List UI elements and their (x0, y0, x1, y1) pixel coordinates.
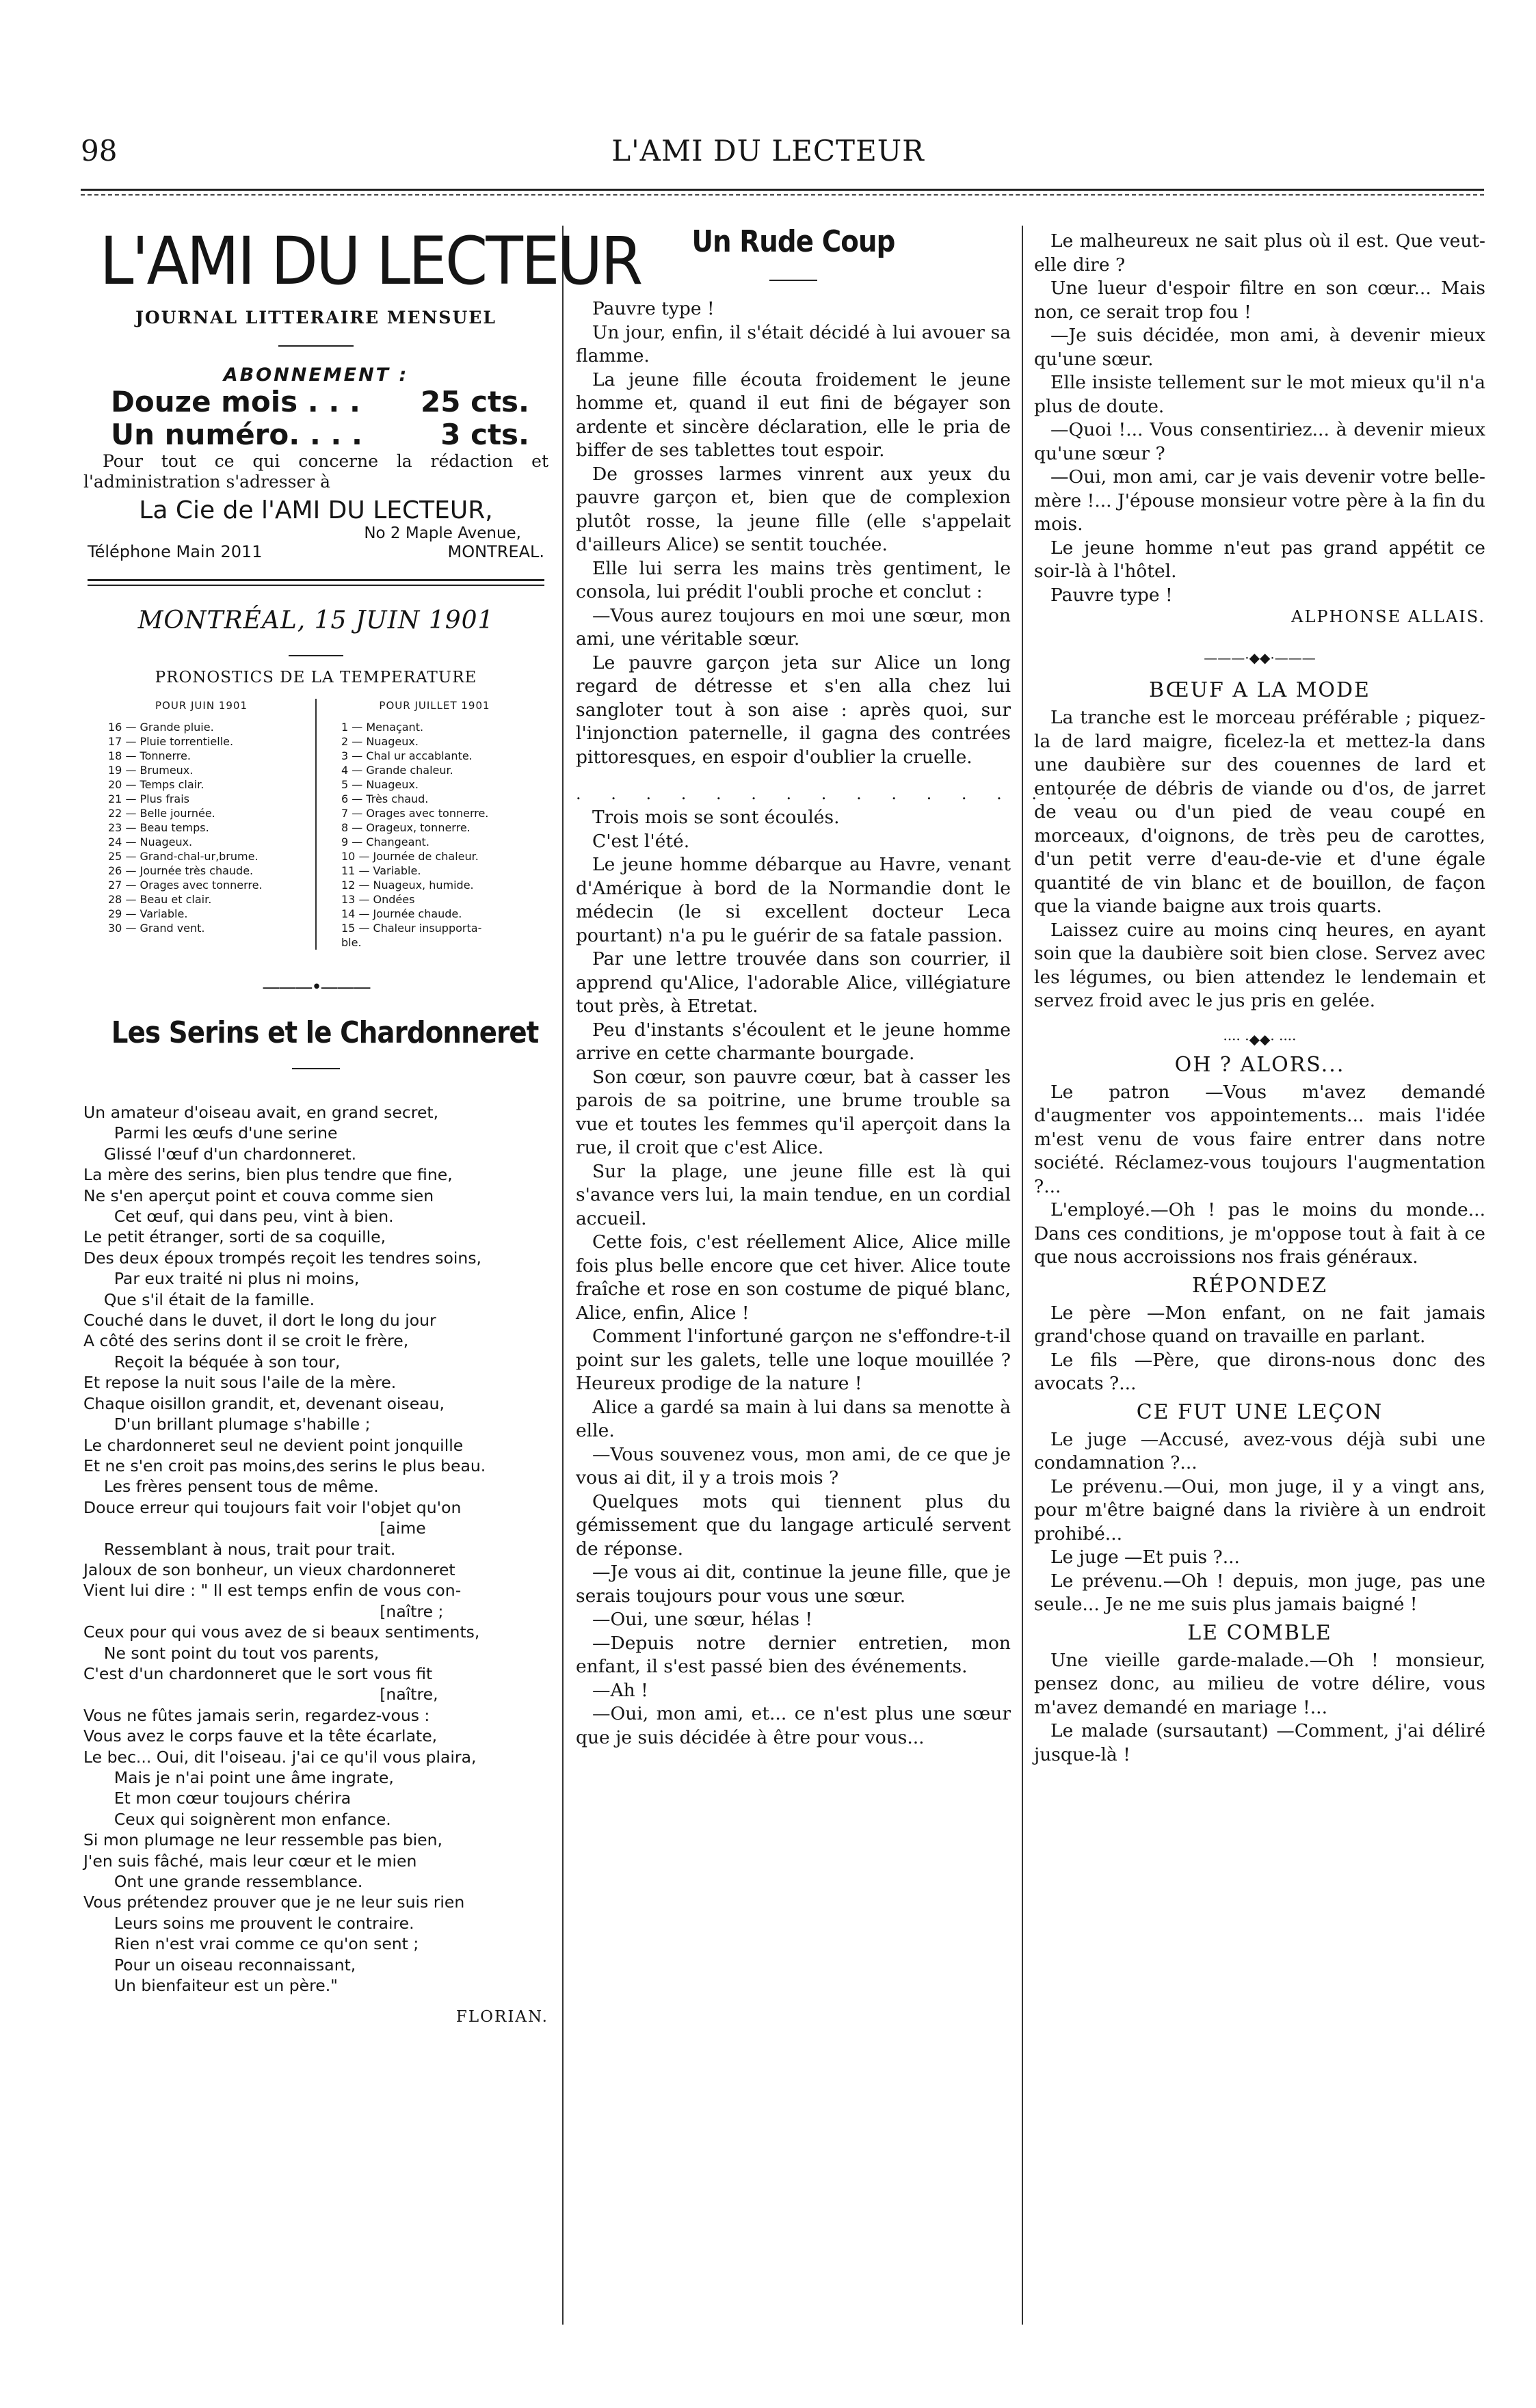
story-paragraph: Le jeune homme débarque au Havre, venant d'Amérique à bord de la Normandie dont le médecin (le si excellent docteur Leca pourtant) n'a pu le guérir de sa fatale passion. (576, 854, 1011, 946)
publisher-address: No 2 Maple Avenue, (364, 524, 521, 542)
poem-line: Le petit étranger, sorti de sa coquille, (83, 1227, 386, 1247)
story-paragraph: Trois mois se sont écoulés. (592, 807, 840, 828)
price-label: Un numéro. . . . (111, 418, 362, 451)
poem-line: Ont une grande ressemblance. (83, 1872, 363, 1892)
story-part-three (1034, 230, 1485, 607)
running-title: L'AMI DU LECTEUR (611, 134, 925, 168)
story-paragraph: Pauvre type ! (1050, 584, 1173, 606)
forecast-entry: 2 — Nuageux. (341, 735, 419, 748)
story-paragraph: Sur la plage, une jeune fille est là qui s'avance vers lui, la main tendue, en un cordial accueil. (576, 1160, 1011, 1229)
joke-line: Une vieille garde-malade.—Oh ! monsieur, pensez donc, au milieu de votre délire, vous m'avez demandé en mariage !... (1034, 1649, 1485, 1718)
short-rule (278, 345, 354, 347)
story-paragraph: —Ah ! (592, 1679, 648, 1701)
forecast-entry: 27 — Orages avec tonnerre. (108, 879, 263, 892)
story-paragraph: Pauvre type ! (592, 298, 715, 319)
poem-line: Ne sont point du tout vos parents, (83, 1643, 380, 1663)
poem-line: Si mon plumage ne leur ressemble pas bien, (83, 1830, 442, 1850)
poem-line: La mère des serins, bien plus tendre que fine, (83, 1165, 453, 1185)
story-paragraph: —Vous aurez toujours en moi une sœur, mon ami, une véritable sœur. (576, 604, 1011, 650)
joke-title: CE FUT UNE LEÇON (1136, 1400, 1383, 1424)
forecast-entry: 1 — Menaçant. (341, 721, 424, 734)
poem-line: Reçoit la béquée à son tour, (83, 1352, 341, 1372)
jokes-section (1034, 1053, 1485, 1767)
forecast-entry: 26 — Journée très chaude. (108, 864, 254, 877)
price-row (83, 418, 548, 451)
forecast-entry: 30 — Grand vent. (108, 922, 205, 935)
recipe-body (1034, 706, 1485, 1013)
joke-line: Le malade (sursautant) —Comment, j'ai déliré jusque-là ! (1034, 1720, 1485, 1765)
poem-line: [naître ; (83, 1601, 444, 1621)
poem-line: Un bienfaiteur est un père." (83, 1976, 338, 1996)
temperature-heading: PRONOSTICS DE LA TEMPERATURE (155, 669, 477, 686)
poem-body (83, 1102, 548, 1996)
story-paragraph: Peu d'instants s'écoulent et le jeune homme arrive en cette charmante bourgade. (576, 1019, 1011, 1064)
story-paragraph: Le pauvre garçon jeta sur Alice un long regard de détresse et s'en alla chez lui sangloter tout à son aise : après quoi, sur l'injonction paternelle, il gagna des contrées pittoresques, en espoir d'oublier la cruelle. (576, 652, 1011, 768)
poem-line: Leurs soins me prouvent le contraire. (83, 1913, 414, 1933)
ornament-divider: ———•——— (262, 977, 370, 998)
joke-body (1034, 1649, 1485, 1767)
price-row (83, 386, 548, 418)
dotted-separator: . . . . . . . . . . . . . . . . (576, 784, 1120, 803)
page-number: 98 (81, 134, 118, 168)
forecast-entry: 17 — Pluie torrentielle. (108, 735, 234, 748)
recipe-title: BŒUF A LA MODE (1149, 678, 1371, 702)
story-paragraph: —Je vous ai dit, continue la jeune fille, que je serais toujours pour vous une sœur. (576, 1562, 1011, 1607)
forecast-entry: 19 — Brumeux. (108, 764, 194, 777)
story-author: ALPHONSE ALLAIS. (1291, 607, 1485, 626)
poem-line: Et mon cœur toujours chérira (83, 1789, 352, 1808)
story-paragraph: Elle lui serra les mains très gentiment, le consola, lui prédit l'oubli proche et conclut : (576, 557, 1011, 602)
forecast-entry: 6 — Très chaud. (341, 792, 429, 805)
poem-line: Ne s'en aperçut point et couva comme sien (83, 1186, 434, 1205)
joke-title: OH ? ALORS... (1174, 1052, 1345, 1077)
forecast-entry: 29 — Variable. (108, 907, 188, 920)
forecast-entry: 28 — Beau et clair. (108, 893, 212, 906)
forecast-entry: 9 — Changeant. (341, 835, 429, 848)
story-paragraph: —Quoi !... Vous consentiriez... à devenir mieux qu'une sœur ? (1034, 419, 1485, 464)
story-paragraph: Le jeune homme n'eut pas grand appétit ce soir-là à l'hôtel. (1034, 537, 1485, 582)
forecast-entry: 12 — Nuageux, humide. (341, 879, 474, 892)
joke-title: RÉPONDEZ (1191, 1273, 1328, 1298)
joke-body (1034, 1428, 1485, 1617)
column-right (1034, 205, 1485, 2338)
forecast-entry: 23 — Beau temps. (108, 821, 209, 834)
story-paragraph: Son cœur, son pauvre cœur, bat à casser les parois de sa poitrine, une brume trouble sa vue et toutes les femmes qu'il aperçoit dans la rue, il croit que c'est Alice. (576, 1066, 1011, 1158)
forecast-entry: ble. (341, 936, 362, 949)
poem-signature: FLORIAN. (455, 2008, 548, 2026)
poem-line: Parmi les œufs d'une serine (83, 1123, 338, 1143)
story-paragraph: Une lueur d'espoir filtre en son cœur... Mais non, ce serait trop fou ! (1034, 278, 1485, 323)
story-paragraph: —Je suis décidée, mon ami, à devenir mieux qu'une sœur. (1034, 325, 1485, 370)
story-paragraph: Quelques mots qui tiennent plus du gémissement que du langage articulé servent de réponse. (576, 1490, 1011, 1560)
poem-line: J'en suis fâché, mais leur cœur et le mien (83, 1851, 417, 1871)
joke-line: Le juge —Et puis ?... (1050, 1547, 1240, 1568)
joke-line: L'employé.—Oh ! pas le moins du monde... Dans ces conditions, je m'oppose tout à fait à ce que nous accroissions nos frais généraux. (1034, 1199, 1485, 1268)
poem-line: D'un brillant plumage s'habille ; (83, 1415, 371, 1434)
admin-text: Pour tout ce qui concerne la rédaction et l'administration s'adresser à (83, 451, 548, 492)
poem-line: Et repose la nuit sous l'aile de la mère. (83, 1373, 397, 1393)
poem-line: A côté des serins dont il se croit le frère, (83, 1331, 409, 1351)
story-paragraph: Elle insiste tellement sur le mot mieux qu'il n'a plus de doute. (1034, 372, 1485, 417)
story-paragraph: De grosses larmes vinrent aux yeux du pauvre garçon et, bien que de complexion plutôt rosse, la jeune fille (elle s'appelait d'ailleurs Alice) se sentit touchée. (576, 463, 1011, 555)
poem-line: Que s'il était de la famille. (83, 1289, 315, 1309)
forecast-entry: 5 — Nuageux. (341, 778, 419, 791)
city: MONTREAL. (447, 542, 544, 561)
story-paragraph: —Depuis notre dernier entretien, mon enfant, il s'est passé bien des événements. (576, 1632, 1011, 1677)
forecast-entry: 7 — Orages avec tonnerre. (341, 807, 489, 820)
poem-line: Ceux qui soignèrent mon enfance. (83, 1809, 391, 1829)
forecast-entry: 24 — Nuageux. (108, 835, 193, 848)
poem-line: Vous ne fûtes jamais serin, regardez-vous : (83, 1705, 430, 1725)
forecast-entry: 18 — Tonnerre. (108, 749, 191, 762)
poem-line: Le chardonneret seul ne devient point jonquille (83, 1435, 464, 1455)
contact-row (83, 542, 548, 561)
joke-line: Le fils —Père, que dirons-nous donc des avocats ?... (1034, 1349, 1485, 1394)
joke-title: LE COMBLE (1187, 1620, 1332, 1645)
story-paragraph: —Oui, mon ami, car je vais devenir votre belle-mère !... J'épouse monsieur votre père à la fin du mois. (1034, 466, 1485, 535)
joke-line: Le patron —Vous m'avez demandé d'augmenter vos appointements... mais l'idée m'est venu de vous faire entrer dans notre société. Réclamez-vous toujours l'augmentation ?... (1034, 1081, 1485, 1197)
story-paragraph: Un jour, enfin, il s'était décidé à lui avouer sa flamme. (576, 321, 1011, 366)
forecast-entry: 22 — Belle journée. (108, 807, 215, 820)
masthead-subtitle: JOURNAL LITTERAIRE MENSUEL (135, 308, 496, 327)
story-paragraph: —Vous souvenez vous, mon ami, de ce que je vous ai dit, il y a trois mois ? (576, 1443, 1011, 1488)
ornament-divider: ···· ·◆◆· ···· (1223, 1030, 1297, 1047)
poem-line: Douce erreur qui toujours fait voir l'objet qu'on (83, 1497, 462, 1517)
june-forecast (83, 699, 317, 950)
price-label: Douze mois . . . (111, 385, 360, 418)
story-paragraph: C'est l'été. (592, 830, 690, 852)
recipe-paragraph: La tranche est le morceau préférable ; piquez-la de lard maigre, ficelez-la et mettez-la dans une daubière sur des couennes de lard et entourée de débris de viande ou d'os, de jarret de veau ou d'un pied de veau coupé en morceaux, d'oignons, de très peu de carottes, d'un petit verre d'eau-de-vie et d'une égale quantité de vin blanc et de bouillon, de façon que la viande baigne aux trois quarts. (1034, 707, 1485, 917)
forecast-entry: 11 — Variable. (341, 864, 421, 877)
story-paragraph: Le malheureux ne sait plus où il est. Que veut-elle dire ? (1034, 230, 1485, 276)
header-rule (81, 189, 1484, 191)
story-title: Un Rude Coup (691, 224, 895, 259)
poem-line: Chaque oisillon grandit, et, devenant oiseau, (83, 1393, 445, 1413)
poem-line: Jaloux de son bonheur, un vieux chardonneret (83, 1560, 455, 1579)
poem-line: Rien n'est vrai comme ce qu'on sent ; (83, 1934, 419, 1954)
poem-line: Un amateur d'oiseau avait, en grand secret, (83, 1103, 439, 1122)
short-rule (292, 1068, 340, 1069)
poem-line: Glissé l'œuf d'un chardonneret. (83, 1144, 357, 1164)
poem-line: [naître, (83, 1685, 438, 1704)
story-paragraph: —Oui, mon ami, et... ce n'est plus une sœur que je suis décidée à être pour vous... (576, 1703, 1011, 1748)
forecast-entry: 4 — Grande chaleur. (341, 764, 453, 777)
june-heading: POUR JUIN 1901 (155, 699, 248, 712)
poem-line: Vous prétendez prouver que je ne leur suis rien (83, 1892, 465, 1912)
july-heading: POUR JUILLET 1901 (379, 699, 490, 712)
forecast-entry: 14 — Journée chaude. (341, 907, 462, 920)
masthead-title: L'AMI DU LECTEUR (99, 223, 641, 299)
joke-line: Le père —Mon enfant, on ne fait jamais grand'chose quand on travaille en parlant. (1034, 1302, 1485, 1347)
price-value: 3 cts. (440, 418, 529, 451)
poem-line: Et ne s'en croit pas moins,des serins le plus beau. (83, 1456, 486, 1475)
poem-line: [aime (83, 1519, 426, 1538)
story-paragraph: Cette fois, c'est réellement Alice, Alice mille fois plus belle encore que cet hiver. Alice toute fraîche et rose en son costume de piqué blanc, Alice, enfin, Alice ! (576, 1231, 1011, 1324)
poem-line: Vous avez le corps fauve et la tête écarlate, (83, 1726, 438, 1746)
poem-line: Ceux pour qui vous avez de si beaux sentiments, (83, 1622, 480, 1642)
forecast-entry: 20 — Temps clair. (108, 778, 204, 791)
story-paragraph: Par une lettre trouvée dans son courrier, il apprend qu'Alice, l'adorable Alice, villégiature tout près, à Etretat. (576, 948, 1011, 1017)
story-paragraph: Alice a gardé sa main à lui dans sa menotte à elle. (576, 1396, 1011, 1441)
forecast-entry: 21 — Plus frais (108, 792, 189, 805)
column-divider (1022, 226, 1023, 2325)
dateline: MONTRÉAL, 15 JUIN 1901 (137, 606, 494, 634)
price-value: 25 cts. (421, 385, 529, 418)
short-rule (769, 280, 817, 281)
subscription-heading: ABONNEMENT : (223, 364, 409, 386)
double-rule (88, 579, 544, 586)
short-rule (289, 655, 343, 656)
story-part-one (576, 297, 1011, 769)
joke-line: Le juge —Accusé, avez-vous déjà subi une condamnation ?... (1034, 1428, 1485, 1473)
poem-line: Ressemblant à nous, trait pour trait. (83, 1539, 396, 1559)
header-rule-dashed (81, 194, 1484, 196)
poem-line: Pour un oiseau reconnaissant, (83, 1955, 356, 1975)
poem-title: Les Serins et le Chardonneret (111, 1015, 539, 1050)
recipe-paragraph: Laissez cuire au moins cinq heures, en ayant soin que la daubière soit bien close. Servez avec les légumes, ou bien attendez le lendemain et servez froid avec le jus pris en gelée. (1034, 919, 1485, 1011)
temperature-table (83, 699, 548, 950)
forecast-entry: 3 — Chal ur accablante. (341, 749, 473, 762)
column-divider (562, 226, 564, 2325)
poem-line: Par eux traité ni plus ni moins, (83, 1269, 360, 1289)
ornament-divider: ———·◆◆·——— (1204, 650, 1316, 666)
forecast-entry: 10 — Journée de chaleur. (341, 850, 479, 863)
joke-body (1034, 1081, 1485, 1270)
forecast-entry: 16 — Grande pluie. (108, 721, 214, 734)
story-paragraph: La jeune fille écouta froidement le jeune homme et, quand il eut fini de bégayer son ardente et sincère déclaration, elle le pria de biffer de ses tablettes tout espoir. (576, 369, 1011, 461)
forecast-entry: 15 — Chaleur insupporta- (341, 922, 482, 935)
july-forecast (317, 699, 548, 950)
joke-body (1034, 1302, 1485, 1396)
story-paragraph: Comment l'infortuné garçon ne s'effondre-t-il point sur les galets, telle une loque mouillée ? Heureux prodige de la nature ! (576, 1326, 1011, 1394)
poem-line: C'est d'un chardonneret que le sort vous fit (83, 1663, 433, 1683)
forecast-entry: 8 — Orageux, tonnerre. (341, 821, 471, 834)
joke-line: Le prévenu.—Oh ! depuis, mon juge, pas une seule... Je ne me suis plus jamais baigné ! (1034, 1570, 1485, 1615)
story-part-two (576, 806, 1011, 1750)
poem-line: Le bec... Oui, dit l'oiseau. j'ai ce qu'il vous plaira, (83, 1747, 477, 1767)
publisher-name: La Cie de l'AMI DU LECTEUR, (139, 496, 493, 524)
forecast-entry: 13 — Ondées (341, 893, 415, 906)
poem-line: Des deux époux trompés reçoit les tendres soins, (83, 1248, 482, 1268)
column-middle (576, 205, 1120, 2338)
poem-line: Les frères pensent tous de même. (83, 1477, 379, 1497)
poem-line: Vient lui dire : " Il est temps enfin de vous con- (83, 1581, 462, 1601)
phone: Téléphone Main 2011 (88, 542, 263, 561)
joke-line: Le prévenu.—Oui, mon juge, il y a vingt ans, pour m'être baigné dans la rivière à un endroit prohibé... (1034, 1475, 1485, 1544)
poem-line: Mais je n'ai point une âme ingrate, (83, 1768, 394, 1787)
story-paragraph: —Oui, une sœur, hélas ! (592, 1609, 813, 1630)
forecast-entry: 25 — Grand-chal-ur,brume. (108, 850, 259, 863)
poem-line: Cet œuf, qui dans peu, vint à bien. (83, 1207, 394, 1227)
poem-line: Couché dans le duvet, il dort le long du jour (83, 1311, 436, 1330)
